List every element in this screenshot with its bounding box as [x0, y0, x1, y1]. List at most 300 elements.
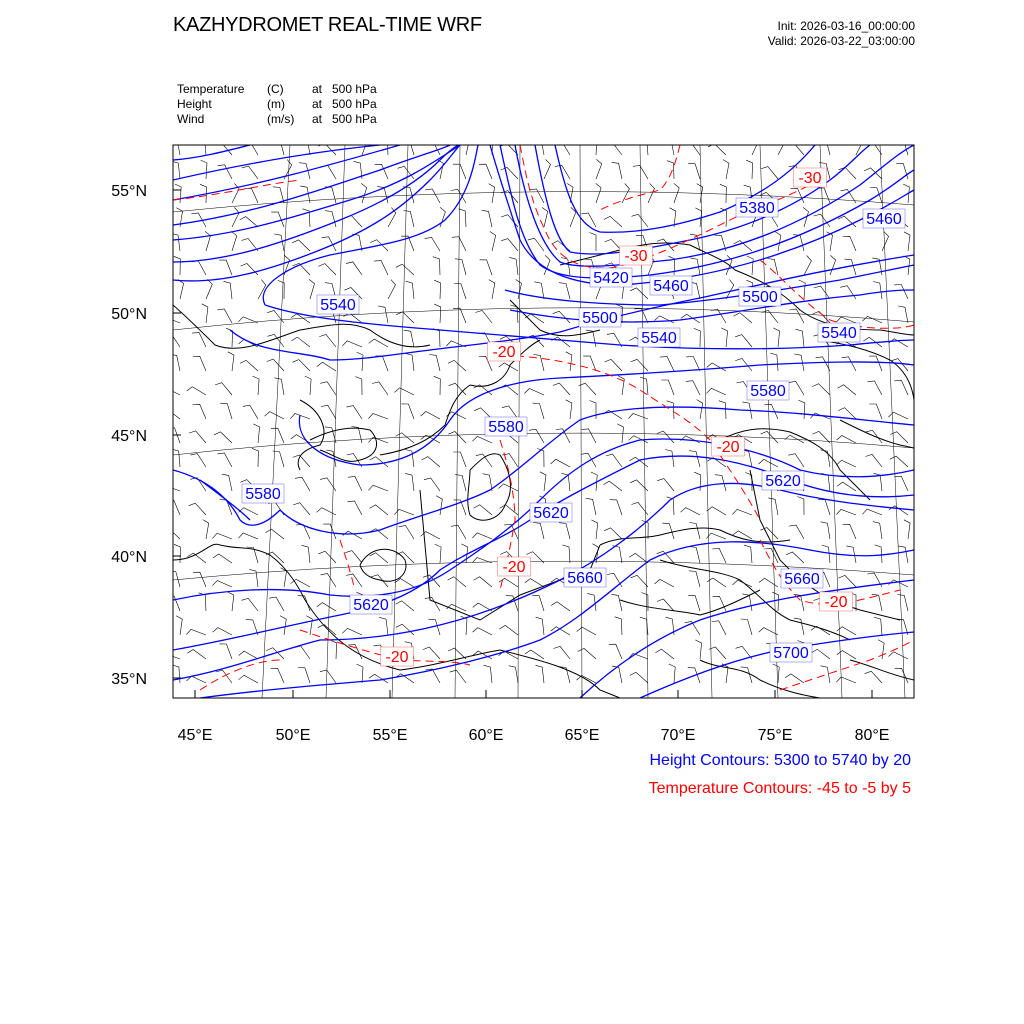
- wind-barb: [846, 546, 856, 563]
- wind-barb: [473, 628, 492, 635]
- wind-barb: [348, 477, 362, 491]
- wind-barb: [839, 575, 857, 587]
- wind-barb: [345, 551, 362, 563]
- height-contour-label: 5540: [821, 325, 857, 342]
- wind-barb: [406, 281, 414, 299]
- wind-barb: [821, 522, 830, 539]
- wind-barb: [741, 667, 752, 683]
- wind-barb: [838, 216, 856, 227]
- wind-barb: [630, 672, 648, 683]
- wind-barb: [733, 531, 752, 539]
- wind-barb: [424, 478, 440, 491]
- lon-tick-label: 50°E: [275, 727, 311, 744]
- wind-barb: [669, 664, 675, 683]
- field-level: 500 hPa: [332, 112, 377, 126]
- wind-barb: [773, 328, 779, 347]
- wind-barb: [894, 380, 908, 395]
- wind-barb: [178, 280, 184, 300]
- wind-barb: [346, 406, 362, 419]
- wind-barb: [451, 525, 466, 539]
- wind-barb: [674, 183, 679, 203]
- wind-barb: [325, 427, 336, 443]
- wind-barb: [401, 404, 414, 419]
- wind-barb: [302, 545, 311, 563]
- wind-barb: [403, 211, 414, 228]
- wind-barb: [368, 414, 388, 420]
- wind-barb: [707, 578, 726, 587]
- wind-barb: [873, 522, 882, 539]
- wind-barb: [318, 625, 336, 636]
- field-unit: (C): [267, 82, 284, 96]
- wind-barb: [429, 355, 440, 372]
- wind-barb: [405, 353, 414, 371]
- wind-barb: [342, 628, 362, 635]
- field-name: Temperature: [177, 82, 245, 96]
- wind-barb: [837, 436, 856, 444]
- wind-barb: [726, 280, 734, 299]
- wind-barb: [301, 138, 311, 155]
- field-level: 500 hPa: [332, 82, 377, 96]
- wind-barb: [622, 184, 629, 204]
- wind-barb: [610, 500, 622, 515]
- wind-barb: [612, 594, 623, 611]
- wind-barb: [553, 383, 570, 395]
- lat-tick-label: 50°N: [111, 306, 147, 323]
- wind-barb: [689, 451, 700, 467]
- wind-barb: [405, 473, 414, 491]
- wind-barb: [533, 355, 544, 372]
- wind-barb: [822, 545, 830, 563]
- wind-barb: [484, 665, 492, 683]
- wind-barb: [218, 165, 232, 179]
- wind-barb: [291, 337, 310, 347]
- wind-barb: [217, 309, 232, 323]
- wind-barb: [689, 571, 700, 587]
- wind-barb: [533, 523, 544, 540]
- wind-barb: [436, 496, 442, 515]
- wind-barb: [708, 144, 726, 155]
- wind-barb: [320, 382, 336, 395]
- wind-barb: [253, 424, 259, 443]
- wind-barb: [735, 335, 752, 347]
- wind-barb: [544, 159, 551, 179]
- lat-tick-label: 40°N: [111, 549, 147, 566]
- wind-barb: [317, 362, 336, 371]
- wind-barb: [655, 649, 674, 659]
- wind-barb: [440, 207, 445, 227]
- wind-barb: [370, 457, 388, 467]
- wind-barb: [396, 312, 414, 323]
- wind-barb: [453, 452, 466, 467]
- wind-barb: [319, 335, 336, 348]
- temperature-contour-label: -20: [492, 344, 516, 361]
- field-name: Wind: [177, 112, 205, 126]
- wind-barb: [265, 529, 284, 539]
- wind-barb: [516, 280, 522, 300]
- wind-barb: [176, 616, 182, 635]
- wind-barb: [562, 473, 571, 491]
- wind-barb: [870, 188, 882, 204]
- wind-barb: [239, 651, 258, 659]
- wind-barb: [632, 214, 649, 227]
- wind-barb: [566, 352, 572, 371]
- wind-barb: [319, 551, 336, 563]
- wind-barb: [770, 353, 778, 371]
- wind-barb: [453, 308, 466, 323]
- wind-barb: [732, 509, 752, 515]
- wind-barb: [231, 231, 237, 251]
- wind-barb: [735, 359, 752, 372]
- wind-barb: [862, 509, 882, 515]
- wind-barb: [423, 647, 440, 659]
- wind-barb: [612, 162, 622, 179]
- height-contour-label: 5500: [742, 289, 778, 306]
- height-contour-label: 5500: [582, 310, 618, 327]
- wind-barb: [533, 403, 545, 419]
- wind-barb: [524, 389, 544, 396]
- wind-barb: [425, 189, 440, 203]
- wind-barb: [868, 381, 883, 395]
- wind-barb: [706, 388, 726, 395]
- wind-barb: [258, 280, 266, 299]
- temperature-contour-label: -30: [798, 170, 822, 187]
- wind-barb: [305, 376, 311, 395]
- wind-barb: [544, 255, 550, 275]
- wind-barb: [891, 359, 908, 371]
- height-contour-label: 5660: [784, 571, 820, 588]
- lat-tick-label: 55°N: [111, 183, 147, 200]
- wind-barb: [759, 459, 778, 467]
- wind-barb: [448, 360, 466, 371]
- wind-barb: [874, 617, 882, 635]
- wind-barb: [648, 183, 655, 203]
- wind-barb: [205, 231, 211, 251]
- wind-barb: [707, 363, 726, 371]
- wind-barb: [661, 380, 674, 395]
- wind-barb: [818, 499, 830, 515]
- wind-barb: [325, 187, 336, 203]
- field-unit: (m): [267, 97, 285, 111]
- wind-barb: [212, 581, 232, 587]
- wind-barb: [773, 664, 779, 683]
- wind-barb: [821, 450, 831, 467]
- wind-barb: [370, 553, 388, 563]
- wind-barb: [475, 311, 492, 324]
- height-contour-label: 5540: [320, 297, 356, 314]
- lat-tick-label: 35°N: [111, 671, 147, 688]
- wind-barb: [789, 525, 804, 539]
- wind-barb: [501, 239, 518, 251]
- height-contour-label: 5580: [750, 383, 786, 400]
- wind-barb: [222, 474, 232, 491]
- wind-barb: [615, 617, 622, 635]
- lon-tick-label: 80°E: [854, 727, 890, 744]
- wind-barb: [839, 167, 856, 179]
- wind-barb: [425, 597, 440, 611]
- wind-barb: [220, 403, 232, 419]
- wind-barb: [325, 211, 336, 227]
- wind-barb: [357, 352, 363, 371]
- wind-barb: [192, 333, 206, 347]
- wind-barb: [490, 232, 496, 252]
- wind-barb: [816, 357, 830, 371]
- wind-barb: [875, 545, 883, 563]
- wind-barb: [583, 356, 596, 371]
- temperature-contour-label: -20: [385, 649, 409, 666]
- temperature-contour-label: -30: [624, 248, 648, 265]
- wind-barb: [542, 208, 548, 228]
- wind-barb: [357, 664, 363, 683]
- wind-barb: [342, 341, 362, 347]
- wind-barb: [303, 209, 311, 227]
- wind-barb: [346, 262, 362, 275]
- wind-barb: [836, 509, 856, 515]
- wind-barb: [865, 671, 882, 683]
- wind-barb: [759, 628, 778, 635]
- wind-barb: [396, 264, 414, 275]
- wind-barb: [483, 474, 492, 491]
- wind-barb: [862, 316, 882, 323]
- field-unit: (m/s): [267, 112, 295, 126]
- wind-barb: [189, 503, 206, 515]
- wind-barb: [559, 523, 570, 539]
- wind-barb: [904, 232, 910, 251]
- wind-barb: [434, 304, 440, 323]
- wind-barb: [293, 503, 310, 515]
- wind-barb: [606, 454, 622, 467]
- wind-barb: [273, 139, 284, 155]
- wind-barb: [170, 138, 180, 155]
- wind-barb: [489, 184, 495, 203]
- wind-barb: [320, 670, 336, 683]
- wind-barb: [346, 574, 362, 587]
- wind-barb: [566, 400, 572, 419]
- wind-barb: [187, 650, 206, 660]
- field-level: 500 hPa: [332, 97, 377, 111]
- wind-barb: [794, 618, 804, 635]
- wind-barb: [657, 479, 674, 491]
- wind-barb: [317, 603, 336, 611]
- wind-barb: [712, 621, 726, 635]
- wind-barb: [741, 619, 752, 635]
- wind-barb: [267, 359, 284, 371]
- wind-barb: [370, 505, 389, 515]
- wind-barb: [330, 640, 336, 659]
- wind-barb: [238, 533, 258, 539]
- wind-barb: [474, 577, 493, 587]
- wind-barb: [688, 163, 700, 179]
- wind-barb: [760, 528, 778, 540]
- wind-barb: [434, 280, 440, 299]
- wind-barb: [242, 166, 258, 179]
- wind-barb: [537, 449, 544, 468]
- wind-barb: [273, 187, 284, 203]
- lon-tick-label: 60°E: [468, 727, 504, 744]
- wind-barb: [213, 554, 232, 563]
- height-contour-label: 5540: [641, 330, 677, 347]
- wind-barb: [667, 401, 674, 419]
- field-at: at: [312, 112, 323, 126]
- wind-barb: [890, 456, 908, 467]
- wind-barb: [206, 279, 212, 299]
- wind-barb: [174, 256, 181, 275]
- wind-barb: [500, 385, 519, 395]
- wind-barb: [561, 258, 570, 276]
- lon-tick-label: 70°E: [660, 727, 696, 744]
- wind-barb: [684, 142, 700, 155]
- wind-barb: [882, 231, 889, 251]
- wind-barb: [479, 164, 492, 179]
- wind-barb: [655, 579, 674, 587]
- wind-barb: [164, 334, 180, 347]
- init-time: Init: 2026-03-16_00:00:00: [777, 19, 915, 33]
- wind-barb: [501, 167, 519, 179]
- lon-tick-label: 55°E: [372, 727, 408, 744]
- wind-barb: [161, 409, 180, 419]
- wind-barb: [536, 665, 545, 683]
- wind-barb: [435, 544, 441, 563]
- wind-barb: [631, 575, 648, 587]
- wind-barb: [395, 388, 415, 395]
- wind-barb: [193, 572, 206, 587]
- wind-barb: [434, 376, 441, 395]
- wind-barb: [612, 666, 622, 683]
- wind-barb: [374, 261, 388, 275]
- wind-barb: [888, 412, 908, 419]
- graticule: [173, 145, 914, 698]
- wind-barb: [162, 528, 180, 539]
- wind-barb: [217, 453, 232, 467]
- wind-barb: [719, 401, 726, 419]
- wind-barb: [395, 579, 414, 588]
- chart-title: KAZHYDROMET REAL-TIME WRF: [173, 14, 482, 36]
- wind-barb: [253, 376, 259, 395]
- wind-barb: [214, 432, 232, 443]
- wind-barb: [193, 356, 206, 371]
- lon-tick-label: 45°E: [177, 727, 213, 744]
- wind-barb: [474, 505, 492, 515]
- wind-barb: [191, 261, 206, 275]
- wind-barb: [843, 236, 856, 251]
- wind-barb: [249, 569, 258, 587]
- wind-barb: [293, 263, 311, 275]
- wind-barb: [657, 431, 674, 443]
- wind-barb: [321, 574, 337, 588]
- wind-barb: [161, 388, 181, 395]
- wind-barb: [821, 666, 831, 683]
- wind-barb: [775, 232, 781, 251]
- wind-barb: [396, 601, 414, 611]
- wind-barb: [551, 602, 570, 611]
- wind-barb: [224, 281, 233, 299]
- wind-barb: [603, 481, 622, 491]
- valid-time: Valid: 2026-03-22_03:00:00: [767, 34, 915, 48]
- lat-tick-label: 45°N: [111, 428, 147, 445]
- wind-barb: [838, 385, 857, 395]
- height-contour-label: 5460: [866, 211, 902, 228]
- wind-barb: [240, 360, 258, 371]
- wind-barb: [609, 644, 622, 659]
- wind-barb: [480, 260, 492, 275]
- wind-barb: [553, 646, 570, 659]
- height-contour-label: 5580: [488, 419, 524, 436]
- wind-barb: [660, 357, 674, 371]
- wind-barb: [193, 404, 206, 419]
- wind-barb: [405, 450, 414, 468]
- temperature-contour-info: Temperature Contours: -45 to -5 by 5: [648, 780, 911, 797]
- wind-barb: [232, 208, 239, 228]
- wind-barb: [785, 674, 804, 683]
- wind-barb: [252, 448, 259, 467]
- wind-barb: [904, 520, 910, 539]
- wind-barb: [578, 648, 596, 659]
- map-frame: [173, 145, 914, 698]
- wind-barb: [551, 337, 570, 347]
- wind-barb: [746, 160, 752, 179]
- wind-barb: [271, 428, 284, 443]
- wind-barb: [510, 305, 518, 323]
- wind-barb: [381, 137, 388, 155]
- wind-barb: [421, 412, 440, 420]
- wind-barb: [761, 167, 778, 179]
- field-at: at: [312, 82, 323, 96]
- wind-barb: [596, 183, 601, 203]
- wind-barb: [836, 317, 856, 323]
- wind-barb: [215, 383, 232, 395]
- wind-barb: [240, 217, 258, 227]
- height-contours: [173, 145, 914, 698]
- wind-barb: [369, 339, 388, 347]
- wind-barb: [786, 552, 804, 563]
- wind-barb: [219, 260, 232, 275]
- wind-barb: [889, 652, 909, 659]
- wind-barb: [607, 573, 622, 587]
- wind-barb: [794, 354, 804, 371]
- wind-barb: [536, 617, 544, 635]
- height-contour-info: Height Contours: 5300 to 5740 by 20: [649, 752, 911, 769]
- wind-barb: [843, 524, 856, 539]
- wind-barb: [579, 383, 596, 395]
- wind-barb: [723, 160, 729, 179]
- wind-barb: [711, 309, 726, 323]
- wind-barb: [449, 383, 466, 395]
- wind-barb: [591, 520, 597, 539]
- wind-barb: [641, 593, 648, 612]
- wind-barb: [190, 454, 206, 467]
- wind-barb: [243, 405, 258, 419]
- wind-barb: [274, 378, 284, 395]
- wind-barb: [694, 328, 701, 347]
- wind-barb: [586, 498, 596, 515]
- wind-barb: [525, 579, 544, 587]
- wind-barb: [318, 264, 336, 275]
- wind-barb: [245, 188, 259, 203]
- wind-barb: [170, 354, 180, 371]
- wind-barb: [298, 668, 310, 684]
- temperature-contour-label: -20: [502, 559, 526, 576]
- wind-barb: [721, 328, 727, 347]
- wind-barb: [897, 595, 908, 612]
- wind-barb: [228, 352, 234, 371]
- wind-barb: [398, 166, 415, 179]
- wind-barb: [375, 356, 388, 371]
- wind-barb: [451, 189, 466, 203]
- wind-barb: [581, 213, 596, 227]
- wind-barb: [895, 476, 909, 491]
- lat-axis: [111, 183, 181, 688]
- wind-barb: [293, 455, 310, 467]
- wind-barb: [630, 288, 648, 299]
